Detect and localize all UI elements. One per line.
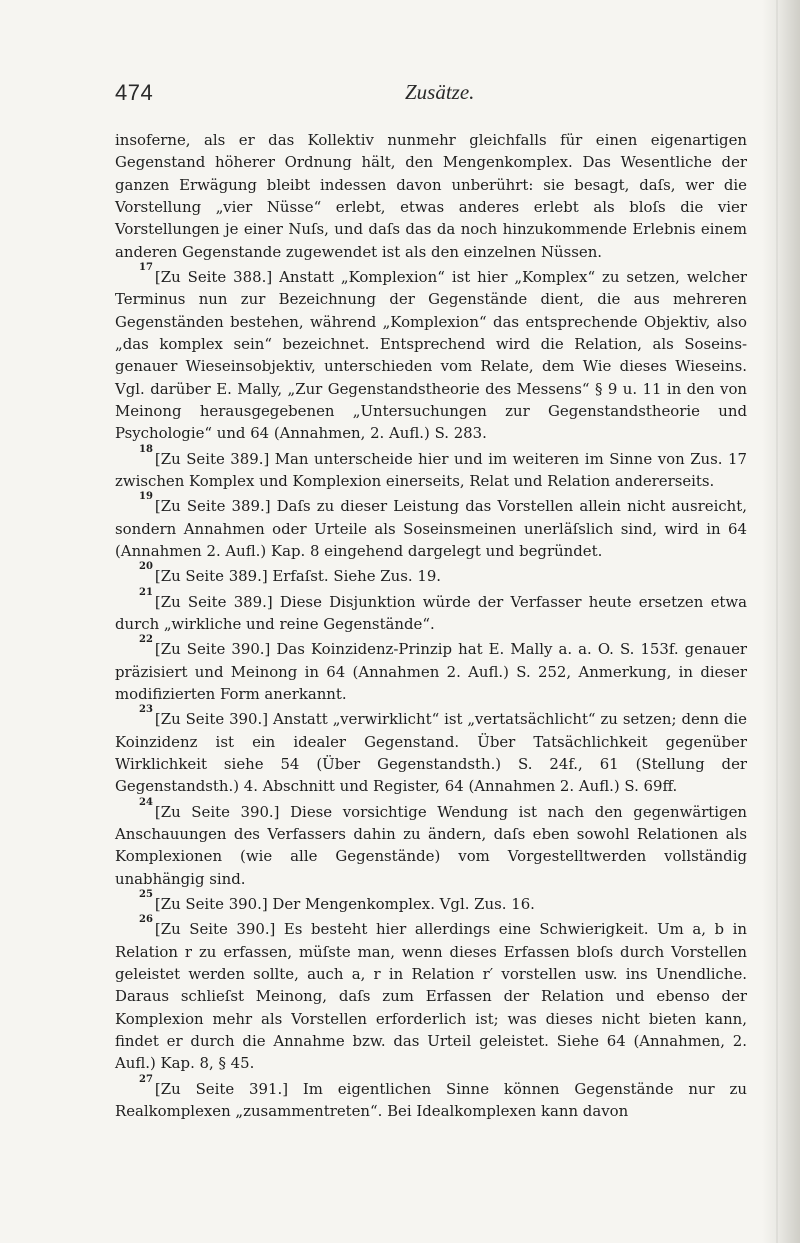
running-head	[115, 80, 747, 110]
note-26	[115, 915, 747, 1074]
note-20	[115, 562, 747, 587]
note-19	[115, 492, 747, 562]
note-21	[115, 588, 747, 636]
paragraph-continuation	[115, 129, 747, 263]
note-22	[115, 635, 747, 705]
note-text: [Zu Seite 390.] Diese vorsichtige Wendung ist nach den gegenwärtigen Anschauungen des Verfassers dahin zu ändern, daſs eben sowohl Relationen als Komplexionen (wie alle Gegenstände) vom Vorgestelltwerden vollständig unabhängig sind.	[115, 802, 747, 888]
note-number: 19	[139, 491, 153, 503]
note-text: [Zu Seite 390.] Der Mengenkomplex. Vgl. Zus. 16.	[154, 895, 535, 914]
note-number: 24	[139, 796, 153, 808]
page-edge-shadow	[762, 0, 800, 1243]
note-number: 20	[139, 561, 153, 573]
note-text: [Zu Seite 389.] Man unterscheide hier und im weiteren im Sinne von Zus. 17 zwischen Komplex und Komplexion einerseits, Relat und Relation andererseits.	[115, 449, 747, 491]
note-text: [Zu Seite 388.] Anstatt „Komplexion“ ist hier „Komplex“ zu setzen, welcher Terminus nun zur Bezeichnung der Gegenstände dient, die aus mehreren Gegenständen bestehen, während „Komplexion“ das entsprechende Objektiv, also „das komplex sein“ bezeichnet. Entsprechend wird die Relation, als Soseins- genauer Wieseinsobjektiv, unterschieden vom Relate, dem Wie dieses Wieseins. Vgl. darüber E. Mally, „Zur Gegenstandstheorie des Messens“ § 9 u. 11 in den von Meinong herausgegebenen „Untersuchungen zur Gegenstandstheorie und Psychologie“ und 64 (Annahmen, 2. Aufl.) S. 283.	[115, 268, 747, 443]
note-text: [Zu Seite 389.] Diese Disjunktion würde der Verfasser heute ersetzen etwa durch „wirkliche und reine Gegenstände“.	[115, 592, 747, 634]
note-number: 23	[139, 704, 153, 716]
note-text: [Zu Seite 390.] Es besteht hier allerdings eine Schwierigkeit. Um a, b in Relation r zu erfassen, müſste man, wenn dieses Erfassen bloſs durch Vorstellen geleistet werden sollte, auch a, r in Relation r′ vorstellen usw. ins Unendliche. Daraus schlieſst Meinong, daſs zum Erfassen der Relation und ebenso der Komplexion mehr als Vorstellen erforderlich ist; was dieses nicht bieten kann, findet er durch die Annahme bzw. das Urteil geleistet. Siehe 64 (Annahmen, 2. Aufl.) Kap. 8, § 45.	[115, 920, 747, 1073]
body-text	[115, 129, 747, 1122]
note-text: [Zu Seite 391.] Im eigentlichen Sinne können Gegenstände nur zu Realkomplexen „zusammentreten“. Bei Idealkomplexen kann davon	[115, 1079, 747, 1121]
note-number: 18	[139, 443, 153, 455]
note-24	[115, 798, 747, 890]
note-number: 25	[139, 889, 153, 901]
note-number: 27	[139, 1073, 153, 1085]
note-23	[115, 705, 747, 797]
note-number: 22	[139, 634, 153, 646]
running-title: Zusätze.	[405, 80, 475, 104]
page-number: 474	[115, 80, 154, 105]
note-text: [Zu Seite 390.] Anstatt „verwirklicht“ ist „vertatsächlicht“ zu setzen; denn die Koinzidenz ist ein idealer Gegenstand. Über Tatsächlichkeit gegenüber Wirklichkeit siehe 54 (Über Gegenstandsth.) S. 24f., 61 (Stellung der Gegenstandsth.) 4. Abschnitt und Register, 64 (Annahmen 2. Aufl.) S. 69ff.	[115, 710, 747, 796]
paragraph-text: insoferne, als er das Kollektiv nunmehr gleichfalls für einen eigenartigen Gegenstand höherer Ordnung hält, den Mengenkomplex. Das Wesentliche der ganzen Erwägung bleibt indessen davon unberührt: sie besagt, daſs, wer die Vorstellung „vier Nüsse“ erlebt, etwas anderes erlebt als bloſs die vier Vorstellungen je einer Nuſs, und daſs das da noch hinzukommende Erlebnis einem anderen Gegenstande zugewendet ist als den einzelnen Nüssen.	[115, 131, 747, 261]
note-18	[115, 445, 747, 493]
note-text: [Zu Seite 389.] Erfaſst. Siehe Zus. 19.	[154, 567, 442, 586]
note-text: [Zu Seite 390.] Das Koinzidenz-Prinzip hat E. Mally a. a. O. S. 153f. genauer präzisiert und Meinong in 64 (Annahmen 2. Aufl.) S. 252, Anmerkung, in dieser modifizierten Form anerkannt.	[115, 640, 747, 704]
note-number: 21	[139, 586, 153, 598]
note-25	[115, 890, 747, 915]
note-27	[115, 1075, 747, 1123]
note-17	[115, 263, 747, 445]
note-number: 26	[139, 914, 153, 926]
note-number: 17	[139, 262, 153, 274]
note-text: [Zu Seite 389.] Daſs zu dieser Leistung das Vorstellen allein nicht ausreicht, sondern Annahmen oder Urteile als Soseinsmeinen unerläſslich sind, wird in 64 (Annahmen 2. Aufl.) Kap. 8 eingehend dargelegt und begründet.	[115, 497, 747, 561]
